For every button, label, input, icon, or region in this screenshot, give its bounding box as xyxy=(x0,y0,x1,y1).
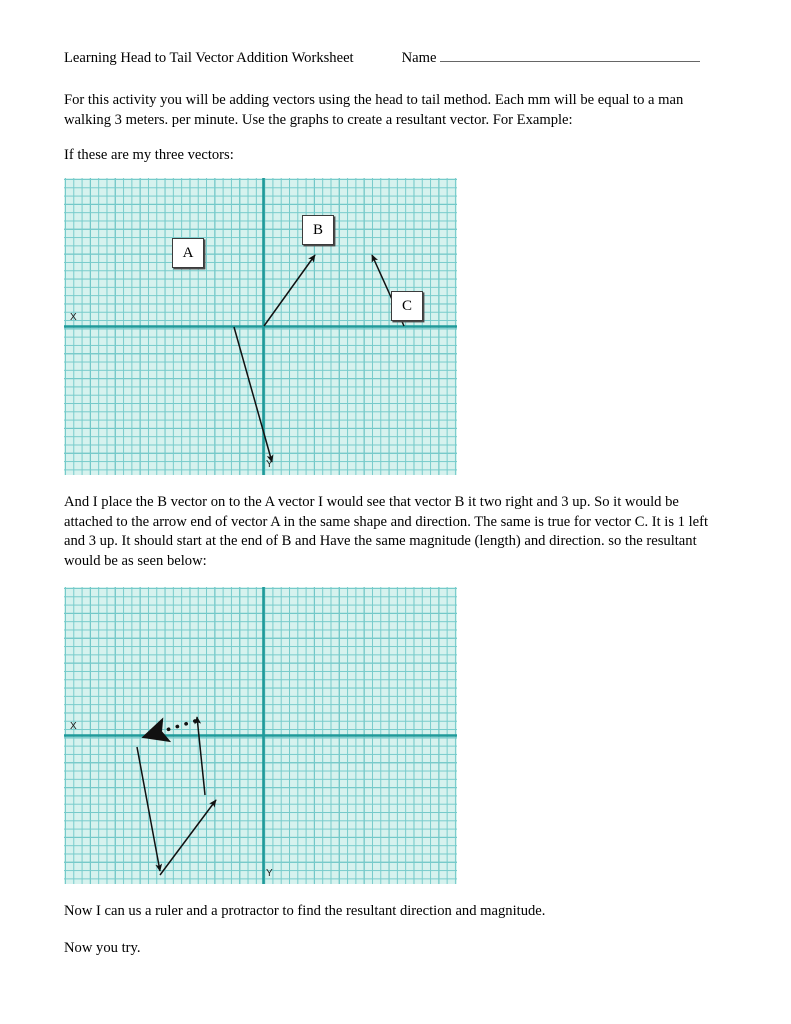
name-label: Name xyxy=(401,50,437,66)
graph-bottom[interactable] xyxy=(64,587,457,884)
ruler-paragraph: Now I can us a ruler and a protractor to find the resultant direction and magnitude. xyxy=(64,903,546,920)
vector-a-arrow-top xyxy=(234,327,272,462)
name-field-group xyxy=(402,48,701,67)
graph-top[interactable] xyxy=(64,178,457,475)
graph-top-wrapper xyxy=(64,178,728,475)
vector-b-arrow-bottom xyxy=(160,800,216,875)
try-paragraph: Now you try. xyxy=(64,940,141,957)
graph-top-svg xyxy=(64,178,457,475)
vector-b-arrow-top xyxy=(264,255,315,326)
vector-label-box-c xyxy=(391,291,423,321)
vector-a-arrow-bottom xyxy=(137,747,160,871)
vector-c-arrow-bottom xyxy=(197,717,205,795)
prompt-vectors-text: If these are my three vectors: xyxy=(64,147,234,164)
x-axis-label-top: X xyxy=(70,312,77,324)
intro-paragraph: For this activity you will be adding vectors using the head to tail method. Each mm will be equal to a man walking 3 meters. per minute. Use the graphs to create a resultant vector. For Example: xyxy=(64,92,684,128)
header xyxy=(64,48,728,67)
graph-bottom-svg xyxy=(64,587,457,884)
document-body xyxy=(64,48,728,977)
y-axis-label-top: Y xyxy=(266,459,273,471)
x-axis-label-bottom: X xyxy=(70,721,77,733)
vector-label-box-a xyxy=(172,238,204,268)
vector-label-b: B xyxy=(312,221,323,238)
page-title: Learning Head to Tail Vector Addition Worksheet xyxy=(64,50,354,66)
vector-label-box-b xyxy=(302,215,334,245)
vector-label-a: A xyxy=(182,244,194,261)
name-input-line[interactable] xyxy=(440,48,700,62)
graph-bottom-wrapper xyxy=(64,587,728,884)
y-axis-label-bottom: Y xyxy=(266,868,273,880)
vector-label-c: C xyxy=(401,297,412,314)
explanation-paragraph: And I place the B vector on to the A vector I would see that vector B it two right and 3 up. So it would be attached to the arrow end of vector A in the same shape and direction. The same is true for vector C. It is 1 left and 3 up. It should start at the end of B and Have the same magnitude (length) and direction. so the resultant would be as seen below: xyxy=(64,494,709,569)
